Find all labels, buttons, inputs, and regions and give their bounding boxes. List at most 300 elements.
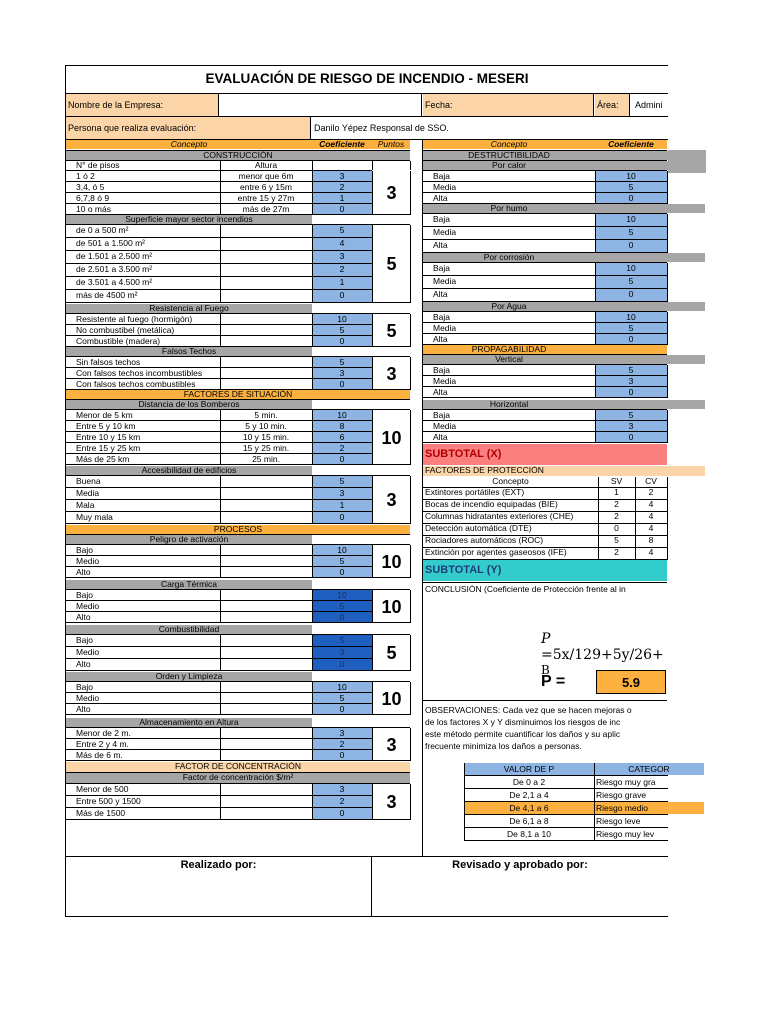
pisos-coef[interactable]: 1 — [312, 193, 372, 203]
pisos-coef[interactable]: 3 — [312, 171, 372, 181]
persona-label: Persona que realiza evaluación: — [66, 117, 311, 139]
grid-line — [594, 763, 595, 841]
valor-row-range: De 4,1 a 6 — [464, 802, 594, 814]
combustibilidad-row-label: Bajo — [76, 635, 94, 645]
grid-line — [220, 784, 221, 820]
p-value: 5.9 — [596, 670, 666, 694]
r-coeficiente-header: Coeficiente — [595, 140, 667, 149]
concentracion-row-label: Entre 500 y 1500 — [76, 796, 141, 806]
grid-line — [312, 682, 313, 715]
horizontal-coef[interactable]: 0 — [595, 432, 667, 442]
frame-top — [65, 65, 668, 66]
bomberos-coef[interactable]: 6 — [312, 432, 372, 442]
agua-row-label: Media — [433, 323, 457, 333]
superficie-coef[interactable]: 0 — [312, 290, 372, 302]
resistencia-points: 5 — [386, 320, 397, 341]
grid-line — [410, 357, 411, 390]
bomberos-row-label: Entre 5 y 10 km — [76, 421, 136, 431]
valor-row-range: De 2,1 a 4 — [509, 790, 549, 800]
vertical-title: Vertical — [423, 355, 595, 364]
accesibilidad-coef[interactable]: 5 — [312, 476, 372, 487]
prot-row-label: Bocas de incendio equipadas (BIE) — [425, 500, 558, 509]
calor-coef[interactable]: 0 — [595, 193, 667, 203]
corrosion-row-label: Alta — [433, 289, 448, 299]
area-field[interactable]: Admini — [635, 99, 663, 110]
superficie-coef[interactable]: 2 — [312, 264, 372, 276]
almacenamiento-row-label: Más de 6 m. — [76, 750, 123, 760]
grid-line — [372, 577, 410, 578]
combustibilidad-row-label: Medio — [76, 647, 100, 657]
prot-sv[interactable]: 2 — [614, 500, 619, 509]
corrosion-coef[interactable]: 10 — [595, 263, 667, 275]
pisos-col2: Altura — [254, 161, 278, 170]
grid-line — [423, 700, 667, 701]
corrosion-row-label: Media — [433, 276, 457, 286]
prot-sv[interactable]: 5 — [614, 536, 619, 545]
corrosion-title: Por corrosión — [423, 253, 595, 262]
grid-line — [312, 357, 313, 390]
agua-coef[interactable]: 10 — [595, 312, 667, 322]
falsos-row-label: Sin falsos techos — [76, 357, 141, 367]
grid-line — [410, 410, 411, 465]
combustibilidad-title: Combustibilidad — [66, 625, 312, 634]
grid-line — [667, 365, 668, 398]
pisos-row-detail: entre 15 y 27m — [237, 193, 295, 203]
grid-line — [667, 410, 668, 443]
grid-line — [372, 622, 410, 623]
accesibilidad-coef[interactable]: 1 — [312, 500, 372, 511]
calor-row-label: Baja — [433, 171, 451, 181]
destructibilidad-header-fill — [595, 151, 705, 160]
grid-line — [595, 263, 596, 302]
orden-row-label: Bajo — [76, 682, 94, 692]
area-label: Área: — [595, 94, 630, 116]
pisos-row-detail: entre 6 y 15m — [240, 182, 292, 192]
observaciones-line: OBSERVACIONES: Cada vez que se hacen mejoras o — [425, 706, 632, 715]
prot-sv[interactable]: 0 — [614, 524, 619, 533]
grid-line — [410, 161, 411, 170]
grid-line — [667, 263, 668, 302]
horizontal-row-label: Baja — [433, 410, 451, 420]
orden-coef[interactable]: 0 — [312, 704, 372, 714]
agua-coef[interactable]: 5 — [595, 323, 667, 333]
pisos-row-detail: menor que 6m — [238, 171, 294, 181]
almacenamiento-coef[interactable]: 3 — [312, 728, 372, 738]
humo-title-fill — [595, 204, 705, 213]
grid-line — [220, 171, 221, 215]
grid-line — [464, 763, 465, 841]
grid-line — [423, 582, 667, 583]
falsos-coef[interactable]: 0 — [312, 379, 372, 389]
grid-line — [220, 728, 221, 761]
orden-coef[interactable]: 5 — [312, 693, 372, 703]
page-title: EVALUACIÓN DE RIESGO DE INCENDIO - MESERI — [205, 71, 529, 87]
activacion-row-label: Bajo — [76, 545, 94, 555]
prot-cv[interactable]: 4 — [648, 512, 654, 521]
prot-sv[interactable]: 2 — [614, 512, 619, 521]
grid-line — [66, 714, 372, 715]
falsos-row-label: Con falsos techos combustibles — [76, 379, 196, 389]
grid-line — [410, 545, 411, 578]
humo-row-label: Alta — [433, 240, 448, 250]
grid-line — [220, 545, 221, 578]
coeficiente-header: Coeficiente — [312, 140, 372, 149]
situacion-header: FACTORES DE SITUACIÓN — [66, 390, 410, 399]
valor-row-category: Riesgo muy lev — [596, 829, 655, 839]
grid-line — [312, 161, 313, 170]
bomberos-row-detail: 15 y 25 min. — [242, 443, 290, 453]
bomberos-row-label: Entre 15 y 25 km — [76, 443, 141, 453]
superficie-coef[interactable]: 4 — [312, 238, 372, 250]
construccion-header: CONSTRUCCIÓN — [66, 151, 410, 160]
superficie-coef[interactable]: 3 — [312, 251, 372, 263]
prot-row-label: Rociadores automáticos (ROC) — [425, 536, 544, 545]
realizado-label: Realizado por: — [180, 860, 257, 871]
calor-coef[interactable]: 5 — [595, 182, 667, 192]
activacion-row-label: Medio — [76, 556, 100, 566]
bomberos-coef[interactable]: 0 — [312, 454, 372, 464]
valor-row-range: De 0 a 2 — [512, 777, 546, 787]
activacion-coef[interactable]: 10 — [312, 545, 372, 555]
humo-coef[interactable]: 5 — [595, 227, 667, 239]
superficie-row-label: de 1.501 a 2.500 m² — [76, 251, 153, 261]
superficie-row-label: de 0 a 500 m² — [76, 225, 129, 235]
bomberos-coef[interactable]: 10 — [312, 410, 372, 420]
footer-divider — [65, 856, 668, 857]
accesibilidad-points: 3 — [386, 490, 397, 510]
formula-p: P — [541, 632, 551, 647]
bomberos-row-label: Entre 10 y 15 km — [76, 432, 141, 442]
bomberos-row-detail: 10 y 15 min. — [242, 432, 290, 442]
grid-line — [66, 760, 372, 761]
carga-row-label: Bajo — [76, 590, 94, 600]
almacenamiento-coef[interactable]: 0 — [312, 750, 372, 760]
accesibilidad-coef[interactable]: 0 — [312, 512, 372, 523]
concentracion-row-label: Menor de 500 — [76, 784, 129, 794]
falsos-points: 3 — [386, 363, 397, 384]
accesibilidad-row-label: Media — [76, 488, 100, 498]
carga-title: Carga Térmica — [66, 580, 312, 589]
frame-bottom — [65, 916, 668, 917]
grid-line — [423, 397, 667, 398]
observaciones-line: de los factores X y Y disminuimos los riesgos de inc — [425, 718, 621, 727]
observaciones-line: este método permite cuantificar los daños y su aplic — [425, 730, 621, 739]
superficie-title: Superficie mayor sector incendios — [66, 215, 312, 224]
prot-concepto-header: Concepto — [492, 477, 529, 486]
prot-sv-header: SV — [610, 477, 623, 486]
horizontal-title: Horizontal — [423, 400, 595, 409]
pisos-row-label: 6,7,8 ó 9 — [76, 193, 110, 203]
grid-line — [220, 225, 221, 303]
resistencia-coef[interactable]: 10 — [312, 314, 372, 324]
grid-line — [595, 214, 596, 253]
grid-line — [410, 635, 411, 671]
calor-row-label: Alta — [433, 193, 448, 203]
horizontal-coef[interactable]: 5 — [595, 410, 667, 420]
humo-coef[interactable]: 10 — [595, 214, 667, 226]
prot-cv[interactable]: 8 — [648, 536, 654, 545]
carga-coef[interactable]: 5 — [312, 601, 372, 611]
r-concepto-header: Concepto — [423, 140, 595, 149]
grid-line — [372, 214, 410, 215]
concentracion-coef[interactable]: 2 — [312, 796, 372, 807]
grid-line — [66, 670, 372, 671]
agua-row-label: Baja — [433, 312, 451, 322]
prot-cv[interactable]: 4 — [648, 548, 654, 557]
horizontal-row-label: Media — [433, 421, 457, 431]
p-label: P = — [541, 673, 566, 690]
grid-line — [464, 840, 668, 841]
calor-row-label: Media — [433, 182, 457, 192]
valor-row-category: Riesgo muy gra — [596, 777, 656, 787]
valor-row-category: Riesgo leve — [596, 816, 641, 826]
grid-line — [66, 622, 372, 623]
calor-coef[interactable]: 10 — [595, 171, 667, 181]
grid-line — [66, 464, 372, 465]
grid-line — [372, 464, 410, 465]
grid-line — [312, 635, 313, 671]
vertical-coef[interactable]: 0 — [595, 387, 667, 397]
accesibilidad-row-label: Mala — [76, 500, 95, 510]
grid-line — [220, 410, 221, 465]
falsos-coef[interactable]: 3 — [312, 368, 372, 378]
resistencia-row-label: Combustible (madera) — [76, 336, 161, 346]
grid-line — [372, 714, 410, 715]
concentracion-row-label: Más de 1500 — [76, 808, 126, 818]
grid-line — [595, 312, 596, 345]
superficie-row-label: más de 4500 m² — [76, 290, 138, 300]
vertical-coef[interactable]: 3 — [595, 376, 667, 386]
concentracion-header: FACTOR DE CONCENTRACIÓN — [66, 762, 410, 772]
corrosion-coef[interactable]: 0 — [595, 289, 667, 301]
carga-coef[interactable]: 10 — [312, 590, 372, 600]
proteccion-header: FACTORES DE PROTECCIÓN — [423, 466, 705, 476]
grid-line — [410, 225, 411, 303]
grid-line — [410, 314, 411, 347]
subtotal-y: SUBTOTAL (Y) — [423, 560, 667, 581]
orden-title: Orden y Limpieza — [66, 672, 312, 681]
superficie-row-label: de 501 a 1.500 m² — [76, 238, 145, 248]
valor-row-range: De 8,1 a 10 — [507, 829, 551, 839]
conclusion-text: CONCLUSIÓN (Coeficiente de Protección frente al in — [425, 585, 626, 594]
carga-points: 10 — [381, 596, 402, 617]
persona-field[interactable]: Danilo Yépez Responsal de SSO. — [314, 122, 449, 133]
grid-line — [312, 410, 313, 465]
grid-line — [598, 477, 599, 560]
fecha-label: Fecha: — [423, 94, 594, 116]
vertical-row-label: Media — [433, 376, 457, 386]
falsos-coef[interactable]: 5 — [312, 357, 372, 367]
humo-coef[interactable]: 0 — [595, 240, 667, 252]
grid-line — [312, 171, 313, 215]
concentracion-coef[interactable]: 3 — [312, 784, 372, 795]
agua-coef[interactable]: 0 — [595, 334, 667, 344]
superficie-coef[interactable]: 1 — [312, 277, 372, 289]
activacion-coef[interactable]: 5 — [312, 556, 372, 566]
carga-row-label: Alto — [76, 612, 91, 622]
prot-sv[interactable]: 1 — [614, 488, 619, 497]
valor-header: VALOR DE P — [464, 763, 594, 775]
grid-line — [220, 682, 221, 715]
corrosion-row-label: Baja — [433, 263, 451, 273]
grid-line — [372, 670, 410, 671]
bomberos-coef[interactable]: 2 — [312, 443, 372, 453]
puntos-header: Puntos — [372, 140, 410, 149]
bomberos-row-detail: 25 min. — [252, 454, 280, 464]
prot-cv[interactable]: 4 — [648, 524, 654, 533]
bomberos-row-detail: 5 min. — [254, 410, 278, 420]
grid-line — [667, 171, 668, 204]
combustibilidad-points: 5 — [386, 643, 397, 663]
superficie-points: 5 — [386, 254, 397, 274]
prot-row-label: Extintores portátiles (EXT) — [425, 488, 525, 497]
vertical-coef[interactable]: 5 — [595, 365, 667, 375]
bomberos-row-label: Menor de 5 km — [76, 410, 133, 420]
corrosion-coef[interactable]: 5 — [595, 276, 667, 288]
combustibilidad-row-label: Alto — [76, 659, 91, 669]
bomberos-points: 10 — [381, 427, 402, 448]
activacion-coef[interactable]: 0 — [312, 567, 372, 577]
propagabilidad-header: PROPAGABILIDAD — [423, 345, 595, 354]
concentracion-coef[interactable]: 0 — [312, 808, 372, 819]
calor-title: Por calor — [423, 161, 595, 170]
resistencia-coef[interactable]: 0 — [312, 336, 372, 346]
humo-title: Por humo — [423, 204, 595, 213]
resistencia-title: Resistencia al Fuego — [66, 304, 312, 313]
falsos-row-label: Con falsos techos incombustibles — [76, 368, 203, 378]
almacenamiento-title: Almacenamiento en Altura — [66, 718, 312, 727]
pisos-row-label: 1 ó 2 — [76, 171, 95, 181]
concepto-header: Concepto — [66, 140, 312, 149]
grid-line — [372, 346, 410, 347]
combustibilidad-coef[interactable]: 5 — [312, 635, 372, 646]
grid-line — [372, 523, 410, 524]
grid-line — [312, 225, 313, 303]
concentracion-title: Factor de concentración $/m² — [66, 773, 410, 783]
superficie-coef[interactable]: 5 — [312, 225, 372, 237]
resistencia-row-label: No combustibel (metálica) — [76, 325, 175, 335]
valor-row-category: Riesgo grave — [596, 790, 647, 800]
grid-line — [66, 819, 372, 820]
grid-line — [66, 523, 372, 524]
grid-line — [220, 357, 221, 390]
destructibilidad-header: DESTRUCTIBILIDAD — [423, 151, 595, 160]
prot-row-label: Detección automática (DTE) — [425, 524, 532, 533]
observaciones-line: frecuente minimiza los daños a personas. — [425, 742, 582, 751]
agua-title-fill — [595, 302, 705, 311]
activacion-title: Peligro de activación — [66, 535, 312, 544]
almacenamiento-coef[interactable]: 2 — [312, 739, 372, 749]
grid-line — [312, 590, 313, 623]
grid-line — [312, 476, 313, 524]
vertical-row-label: Alta — [433, 387, 448, 397]
superficie-row-label: de 3.501 a 4.500 m² — [76, 277, 153, 287]
orden-row-label: Alto — [76, 704, 91, 714]
vertical-title-fill — [595, 355, 705, 364]
grid-line — [220, 314, 221, 347]
pisos-col1: N° de pisos — [76, 161, 120, 170]
procesos-header: PROCESOS — [66, 525, 410, 534]
grid-line — [667, 477, 668, 560]
agua-title: Por Agua — [423, 302, 595, 311]
empresa-label: Nombre de la Empresa: — [66, 94, 219, 116]
carga-coef[interactable]: 0 — [312, 612, 372, 622]
bomberos-row-label: Más de 25 km — [76, 454, 130, 464]
categoria-header: CATEGOR — [594, 763, 704, 775]
grid-line — [372, 302, 410, 303]
superficie-row-label: de 2.501 a 3.500 m² — [76, 264, 153, 274]
activacion-points: 10 — [381, 551, 402, 572]
grid-line — [410, 682, 411, 715]
prot-row-label: Extinción por agentes gaseosos (IFE) — [425, 548, 567, 557]
grid-line — [220, 590, 221, 623]
almacenamiento-row-label: Menor de 2 m. — [76, 728, 131, 738]
prot-sv[interactable]: 2 — [614, 548, 619, 557]
bomberos-coef[interactable]: 8 — [312, 421, 372, 431]
agua-row-label: Alta — [433, 334, 448, 344]
grid-line — [372, 161, 373, 170]
grid-line — [312, 314, 313, 347]
prot-cv[interactable]: 4 — [648, 500, 654, 509]
concentracion-points: 3 — [386, 792, 397, 812]
grid-line — [422, 140, 423, 856]
horizontal-coef[interactable]: 3 — [595, 421, 667, 431]
grid-line — [595, 171, 596, 204]
almacenamiento-row-label: Entre 2 y 4 m. — [76, 739, 129, 749]
grid-line — [595, 410, 596, 443]
grid-line — [312, 728, 313, 761]
grid-line — [410, 784, 411, 820]
combustibilidad-coef[interactable]: 3 — [312, 647, 372, 658]
revisado-label: Revisado y aprobado por: — [452, 860, 588, 871]
accesibilidad-row-label: Buena — [76, 476, 101, 486]
orden-row-label: Medio — [76, 693, 100, 703]
pisos-coef[interactable]: 2 — [312, 182, 372, 192]
resistencia-coef[interactable]: 5 — [312, 325, 372, 335]
grid-line — [220, 476, 221, 524]
horizontal-title-fill — [595, 400, 705, 409]
grid-line — [667, 312, 668, 345]
pisos-coef[interactable]: 0 — [312, 204, 372, 214]
horizontal-row-label: Alta — [433, 432, 448, 442]
grid-line — [372, 760, 410, 761]
empresa-field[interactable] — [220, 94, 422, 116]
humo-row-label: Baja — [433, 214, 451, 224]
formula-b: B — [541, 664, 550, 677]
grid-line — [220, 161, 221, 170]
grid-line — [312, 545, 313, 578]
subtotal-x: SUBTOTAL (X) — [423, 444, 667, 465]
grid-line — [667, 214, 668, 253]
falsos-title: Falsos Techos — [66, 347, 312, 356]
combustibilidad-coef[interactable]: 0 — [312, 659, 372, 670]
pisos-row-label: 10 o más — [76, 204, 111, 214]
grid-line — [595, 365, 596, 398]
grid-line — [66, 302, 372, 303]
valor-row-category: Riesgo medio — [594, 802, 704, 814]
grid-line — [410, 728, 411, 761]
accesibilidad-coef[interactable]: 3 — [312, 488, 372, 499]
carga-row-label: Medio — [76, 601, 100, 611]
accesibilidad-row-label: Muy mala — [76, 512, 113, 522]
grid-line — [372, 819, 410, 820]
vertical-row-label: Baja — [433, 365, 451, 375]
valor-row-range: De 6,1 a 8 — [509, 816, 549, 826]
prot-cv[interactable]: 2 — [648, 488, 654, 497]
humo-row-label: Media — [433, 227, 457, 237]
accesibilidad-title: Accesibilidad de edificios — [66, 466, 312, 475]
orden-coef[interactable]: 10 — [312, 682, 372, 692]
